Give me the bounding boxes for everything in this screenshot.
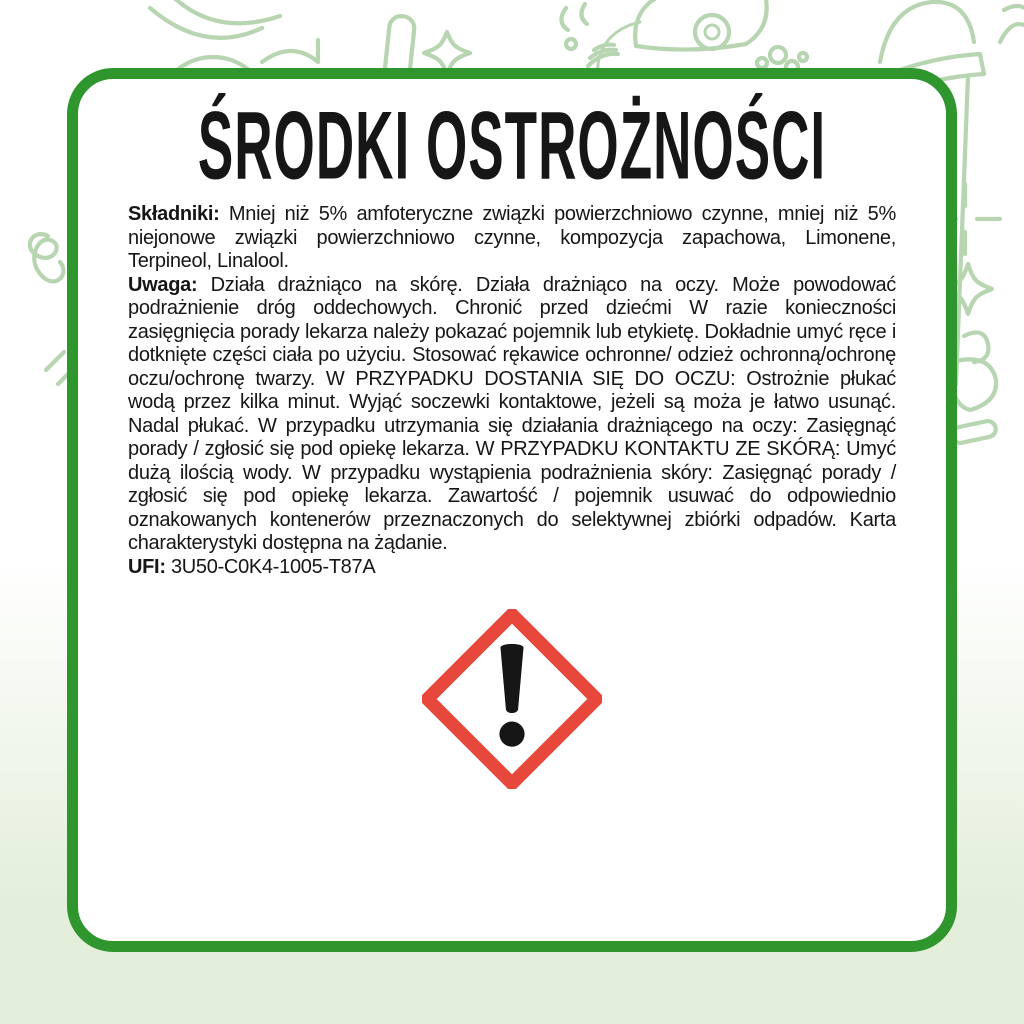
warning-paragraph	[128, 274, 896, 556]
ufi-value: 3U50-C0K4-1005-T87A	[170, 555, 376, 578]
ufi-label: UFI:	[128, 555, 166, 578]
ufi-line	[128, 556, 896, 580]
corner-leaf-icon	[1000, 6, 1024, 42]
ingredients-paragraph	[128, 203, 896, 274]
safety-label-card	[67, 68, 957, 952]
title-wrap	[128, 91, 896, 203]
ingredients-text: Mniej niż 5% amfoteryczne związki powierzchniowo czynne, mniej niż 5% niejonowe związki powierzchniowo czynne, kompozycja zapachowa, Limonene, Terpineol, Linalool.	[128, 203, 896, 272]
sweep-curves-icon	[150, 0, 318, 62]
spray-droplets-icon	[561, 4, 587, 49]
warning-label: Uwaga:	[128, 273, 198, 296]
ingredients-label: Składniki:	[128, 203, 220, 225]
handle-stick-icon	[951, 420, 997, 445]
warning-text: Działa drażniąco na skórę. Działa drażniąco na oczy. Może powodować podrażnienie dróg oddechowych. Chronić przed dziećmi W razie konieczności zasięgnięcia porady lekarza należy pokazać pojemnik lub etykietę. Dokładnie umyć ręce i dotknięte części ciała po użyciu. Stosować rękawice ochronne/ odzież ochronną/ochronę oczu/ochronę twarzy. W PRZYPADKU DOSTANIA SIĘ DO OCZU: Ostrożnie płukać wodą przez kilka minut. Wyjąć soczewki kontaktowe, jeżeli są moża je łatwo usunąć. Nadal płukać. W przypadku utrzymania się działania drażniącego na oczy: Zasięgnąć porady / zgłosić się pod opiekę lekarza. W PRZYPADKU KONTAKTU ZE SKÓRĄ: Umyć dużą ilością wody. W przypadku wystąpienia podrażnienia skóry: Zasięgnąć porady / zgłosić się pod opiekę lekarza. Zawartość / pojemnik usuwać do odpowiednio oznakowanych kontenerów przeznaczonych do selektywnej zbiórki odpadów. Karta charakterystyki dostępna na żądanie.	[128, 273, 896, 554]
ghs07-exclamation-warning-icon	[422, 609, 602, 789]
page-title: ŚRODKI OSTROŻNOŚCI	[197, 93, 827, 201]
exclamation-dot	[499, 722, 524, 747]
swirl-icon	[30, 234, 63, 281]
